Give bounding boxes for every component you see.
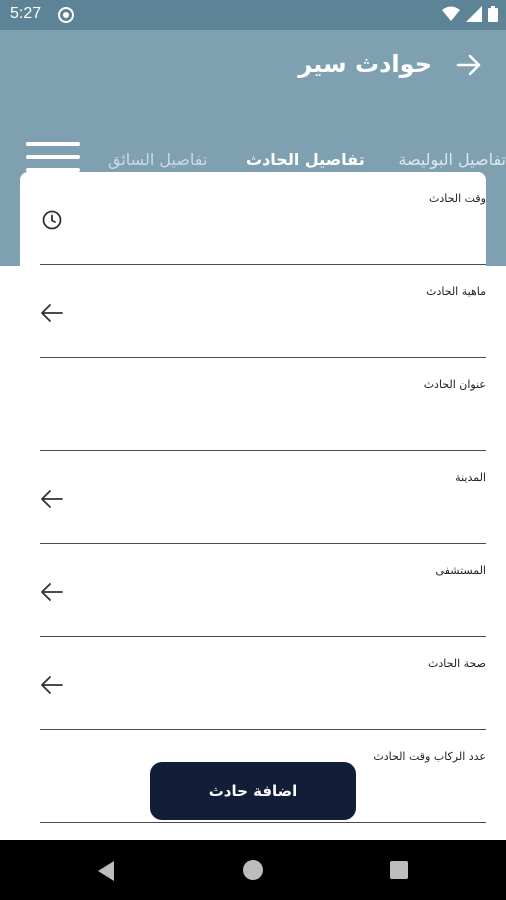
field-label: صحة الحادث bbox=[428, 657, 486, 670]
hospital-field[interactable] bbox=[40, 544, 486, 637]
clock-icon bbox=[40, 208, 64, 232]
field-label: ماهية الحادث bbox=[426, 285, 486, 298]
city-field[interactable] bbox=[40, 451, 486, 544]
field-label: المدينة bbox=[455, 471, 486, 484]
tab-driver-details[interactable]: تفاصيل السائق bbox=[108, 150, 208, 169]
incident-validity-field[interactable] bbox=[40, 637, 486, 730]
notification-icon bbox=[58, 7, 74, 23]
arrow-right-icon bbox=[454, 50, 484, 80]
incident-type-field[interactable] bbox=[40, 265, 486, 358]
status-time: 5:27 bbox=[10, 5, 42, 22]
tab-incident-details[interactable]: تفاصيل الحادث bbox=[246, 150, 365, 169]
nav-recents-icon[interactable] bbox=[390, 861, 408, 879]
incident-time-field[interactable] bbox=[40, 172, 486, 265]
field-label: المستشفى bbox=[435, 564, 486, 577]
add-incident-button[interactable]: اضافة حادث bbox=[150, 762, 356, 820]
nav-home-icon[interactable] bbox=[243, 860, 263, 880]
arrow-left-icon bbox=[40, 580, 64, 604]
arrow-left-icon bbox=[40, 673, 64, 697]
field-label: عنوان الحادث bbox=[423, 378, 486, 391]
wifi-icon bbox=[442, 6, 460, 22]
battery-icon bbox=[488, 6, 498, 22]
field-label: عدد الركاب وقت الحادث bbox=[373, 750, 486, 763]
field-label: وقت الحادث bbox=[429, 192, 486, 205]
system-nav-bar bbox=[0, 840, 506, 900]
page-title: حوادث سير bbox=[298, 50, 432, 78]
status-bar bbox=[0, 0, 506, 30]
tab-policy-details[interactable]: تفاصيل البوليصة bbox=[398, 150, 506, 169]
back-button[interactable] bbox=[454, 50, 484, 80]
incident-address-field[interactable] bbox=[40, 358, 486, 451]
menu-icon bbox=[26, 142, 80, 146]
signal-icon bbox=[466, 6, 482, 22]
nav-back-icon[interactable] bbox=[96, 860, 116, 882]
menu-button[interactable] bbox=[26, 142, 80, 176]
arrow-left-icon bbox=[40, 487, 64, 511]
arrow-left-icon bbox=[40, 301, 64, 325]
